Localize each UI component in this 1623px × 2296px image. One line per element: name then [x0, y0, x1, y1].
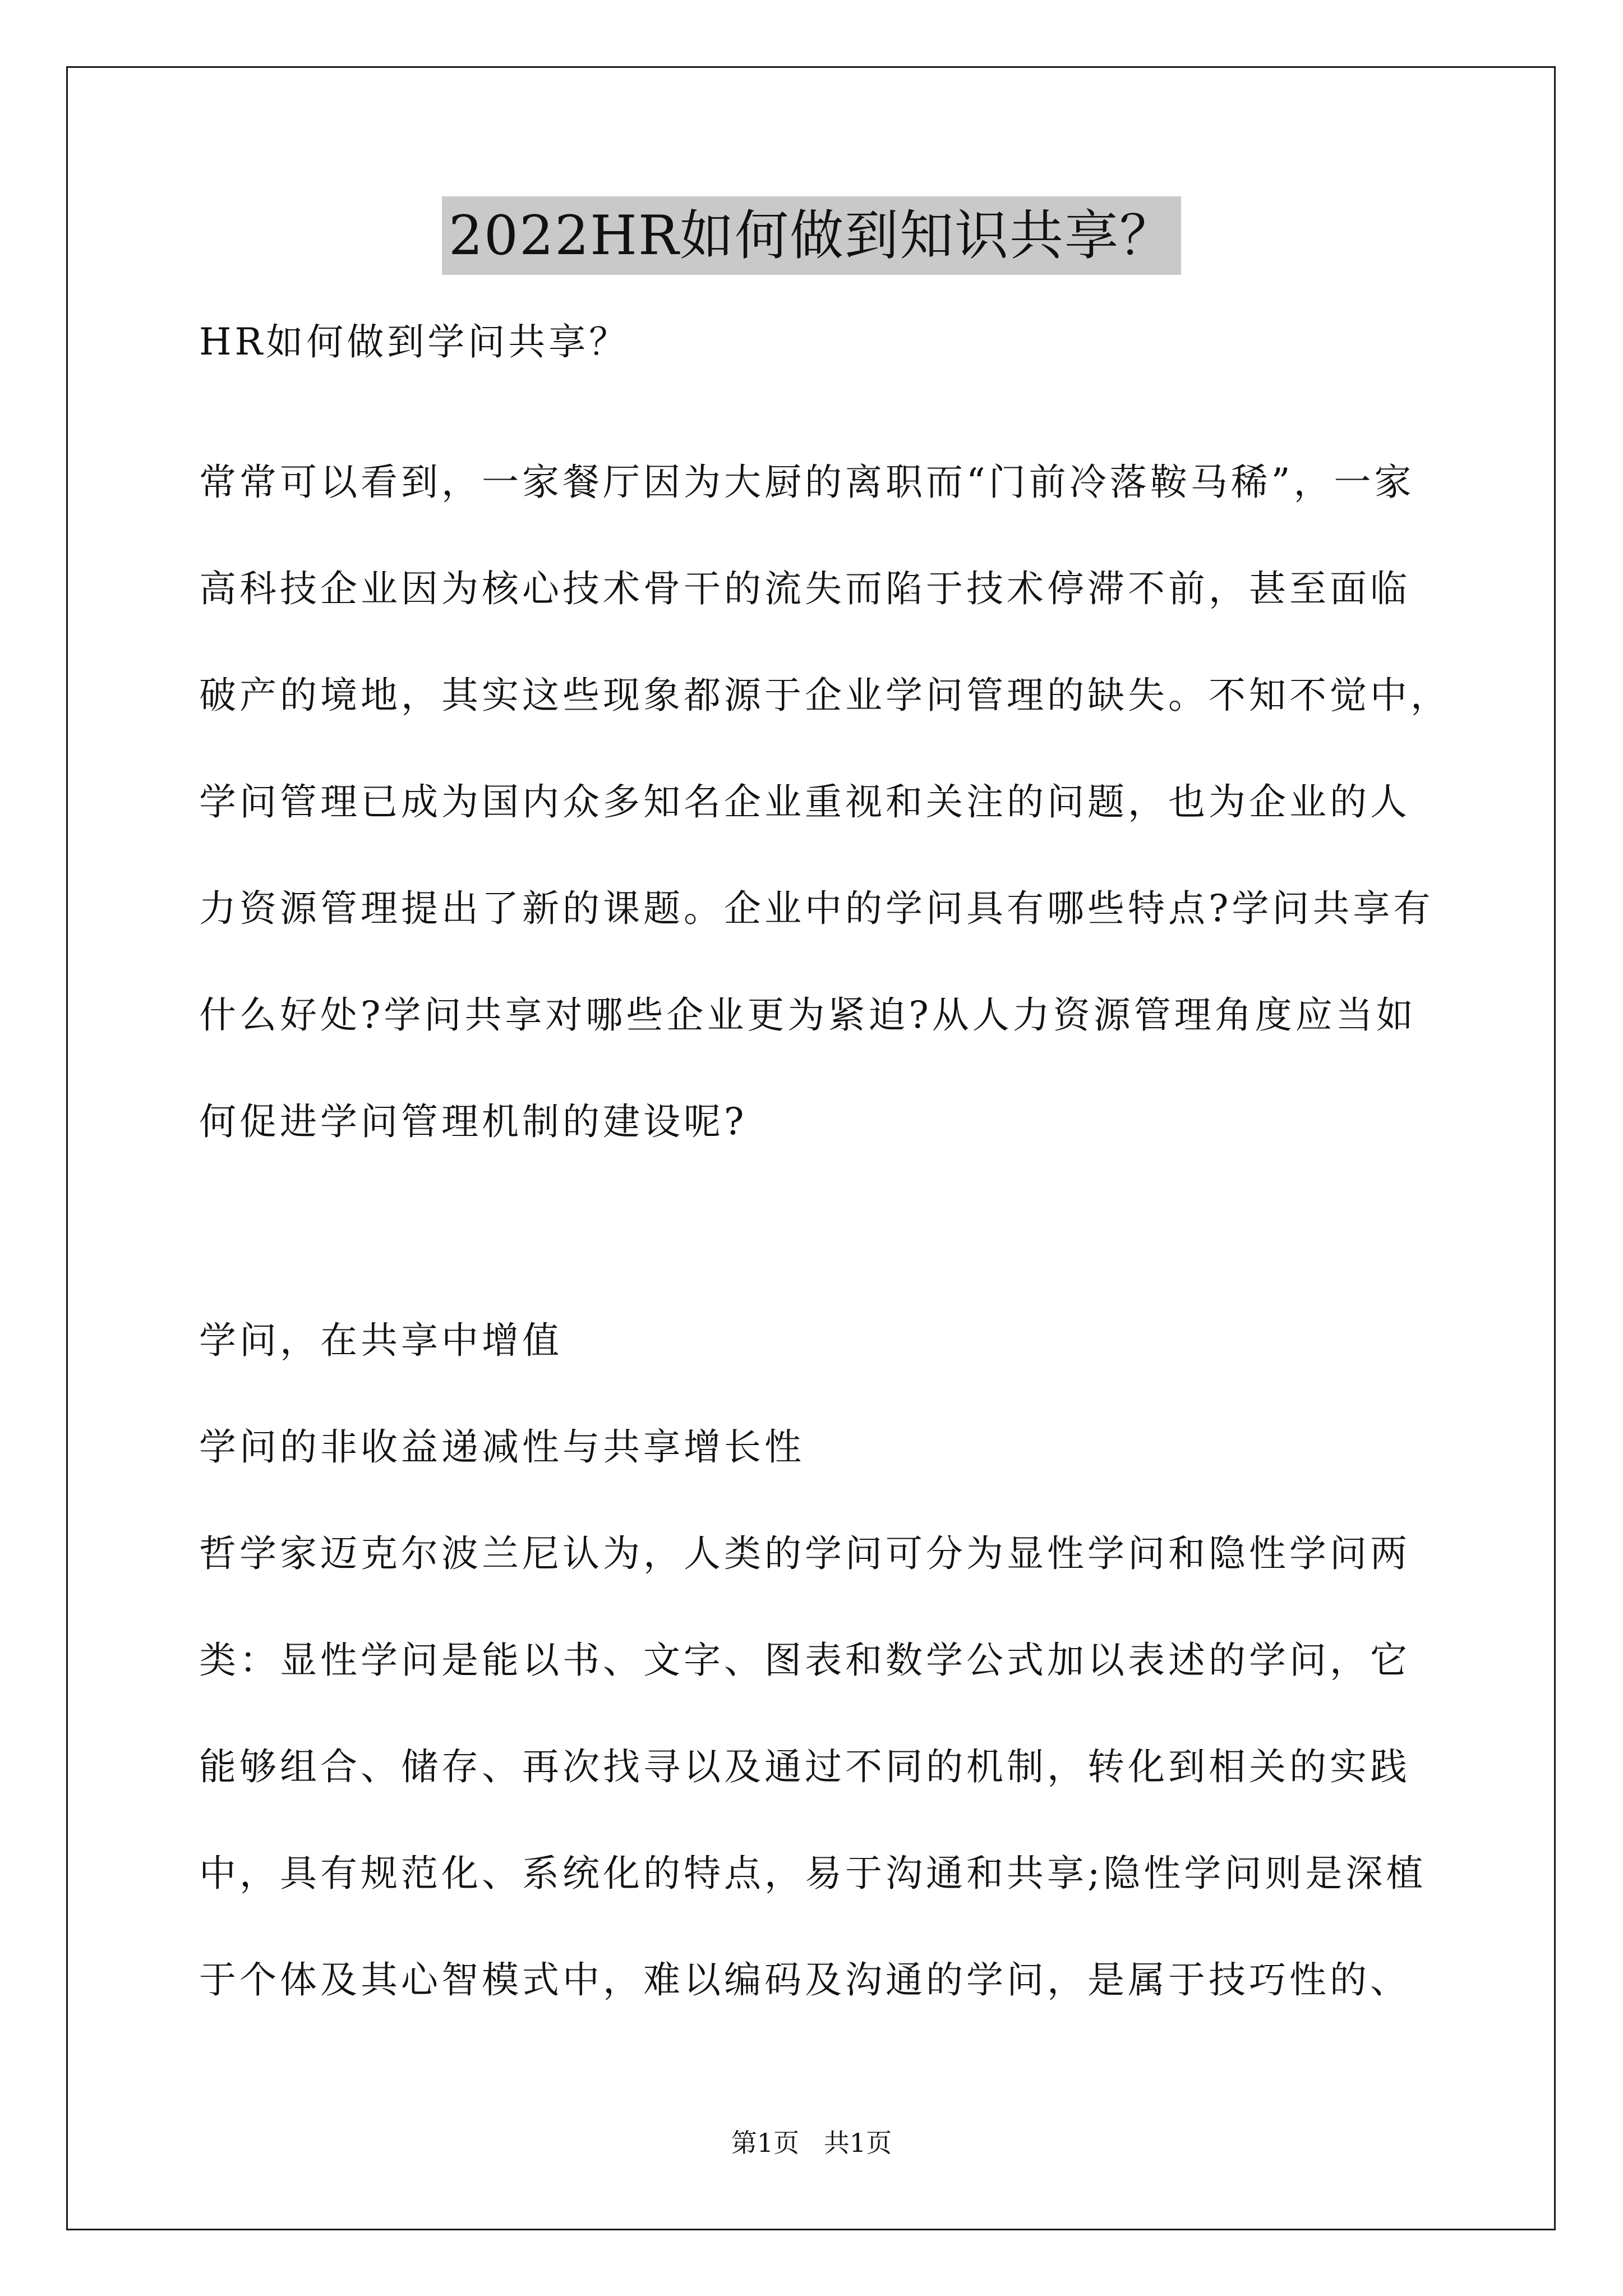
- page-border: [66, 66, 1556, 2230]
- paragraph-line: 高科技企业因为核心技术骨干的流失而陷于技术停滞不前，甚至面临: [199, 567, 1410, 610]
- paragraph-line: 于个体及其心智模式中，难以编码及沟通的学问，是属于技巧性的、: [199, 1958, 1410, 2001]
- paragraph-line: 什么好处?学问共享对哪些企业更为紧迫?从人力资源管理角度应当如: [199, 993, 1417, 1037]
- paragraph-line: 哲学家迈克尔波兰尼认为，人类的学问可分为显性学问和隐性学问两: [199, 1532, 1410, 1575]
- page-footer: 第1页 共1页: [731, 2128, 892, 2158]
- paragraph-line: 何促进学问管理机制的建设呢?: [199, 1100, 748, 1143]
- section-subheading: 学问的非收益递减性与共享增长性: [199, 1425, 805, 1469]
- paragraph-line: 力资源管理提出了新的课题。企业中的学问具有哪些特点?学问共享有: [199, 887, 1434, 930]
- paragraph-line: 类：显性学问是能以书、文字、图表和数学公式加以表述的学问，它: [199, 1639, 1410, 1682]
- paragraph-line: 中，具有规范化、系统化的特点，易于沟通和共享;隐性学问则是深植: [199, 1852, 1427, 1895]
- section-heading: 学问，在共享中增值: [199, 1319, 562, 1362]
- document-title: 2022HR如何做到知识共享？: [442, 196, 1181, 275]
- title-container: [0, 196, 1623, 275]
- paragraph-line: 能够组合、储存、再次找寻以及通过不同的机制，转化到相关的实践: [199, 1745, 1410, 1788]
- paragraph-line: 常常可以看到，一家餐厅因为大厨的离职而“门前冷落鞍马稀”，一家: [199, 461, 1415, 504]
- paragraph-line: 破产的境地，其实这些现象都源于企业学问管理的缺失。不知不觉中，: [199, 674, 1451, 717]
- paragraph-line: 学问管理已成为国内众多知名企业重视和关注的问题，也为企业的人: [199, 780, 1410, 823]
- paragraph-line: HR如何做到学问共享？: [199, 320, 630, 364]
